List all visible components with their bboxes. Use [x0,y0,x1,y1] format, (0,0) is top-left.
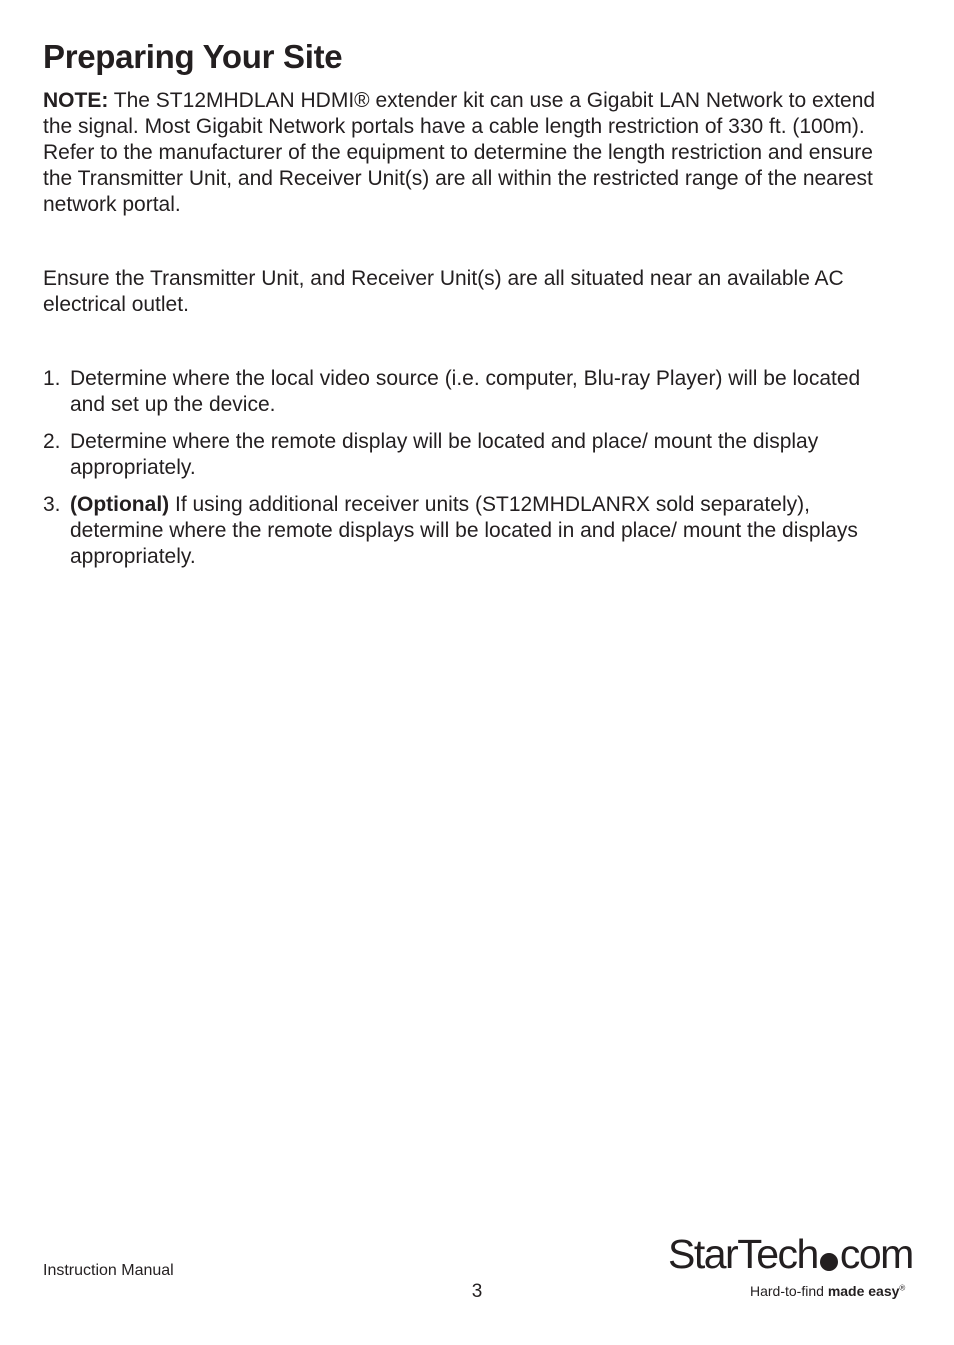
logo-wordmark [668,1230,913,1278]
step-text: Determine where the local video source (i.e. computer, Blu-ray Player) will be located and set up the device. [70,367,861,416]
page-title: Preparing Your Site [43,38,343,75]
page-number: 3 [471,1281,483,1302]
logo-brand-right: com [839,1231,913,1277]
logo-dot-icon [819,1252,839,1272]
step-text: Determine where the remote display will be located and place/ mount the display appropriately. [70,430,819,479]
outlet-paragraph: Ensure the Transmitter Unit, and Receiver Unit(s) are all situated near an available AC electrical outlet. [43,267,844,316]
step-number: 2. [43,430,61,453]
note-label: NOTE: [43,89,109,112]
note-paragraph [43,88,893,218]
tagline-regular: Hard-to-find [750,1283,828,1299]
tagline-bold: made easy [827,1283,900,1299]
step-number: 1. [43,367,61,390]
list-item [43,492,893,570]
footer-label: Instruction Manual [43,1262,174,1279]
page-content [43,36,893,581]
logo-tagline [750,1283,905,1299]
step-text: If using additional receiver units (ST12MHDLANRX sold separately), determine where the remote displays will be located in and place/ mount the displays appropriately. [70,493,858,568]
steps-list [43,366,893,570]
tagline-mark: ® [899,1283,906,1293]
optional-label: (Optional) [70,493,170,516]
note-text: The ST12MHDLAN HDMI® extender kit can use a Gigabit LAN Network to extend the signal. Most Gigabit Network portals have a cable length restriction of 330 ft. (100m). Refer to the manufacturer of the equipment to determine the length restriction and ensure the Transmitter Unit, and Receiver Unit(s) are all within the restricted range of the nearest network portal. [43,89,876,216]
startech-logo [668,1230,913,1310]
logo-brand-left: StarTech [668,1231,818,1277]
list-item [43,366,893,418]
step-number: 3. [43,493,61,516]
list-item [43,429,893,481]
